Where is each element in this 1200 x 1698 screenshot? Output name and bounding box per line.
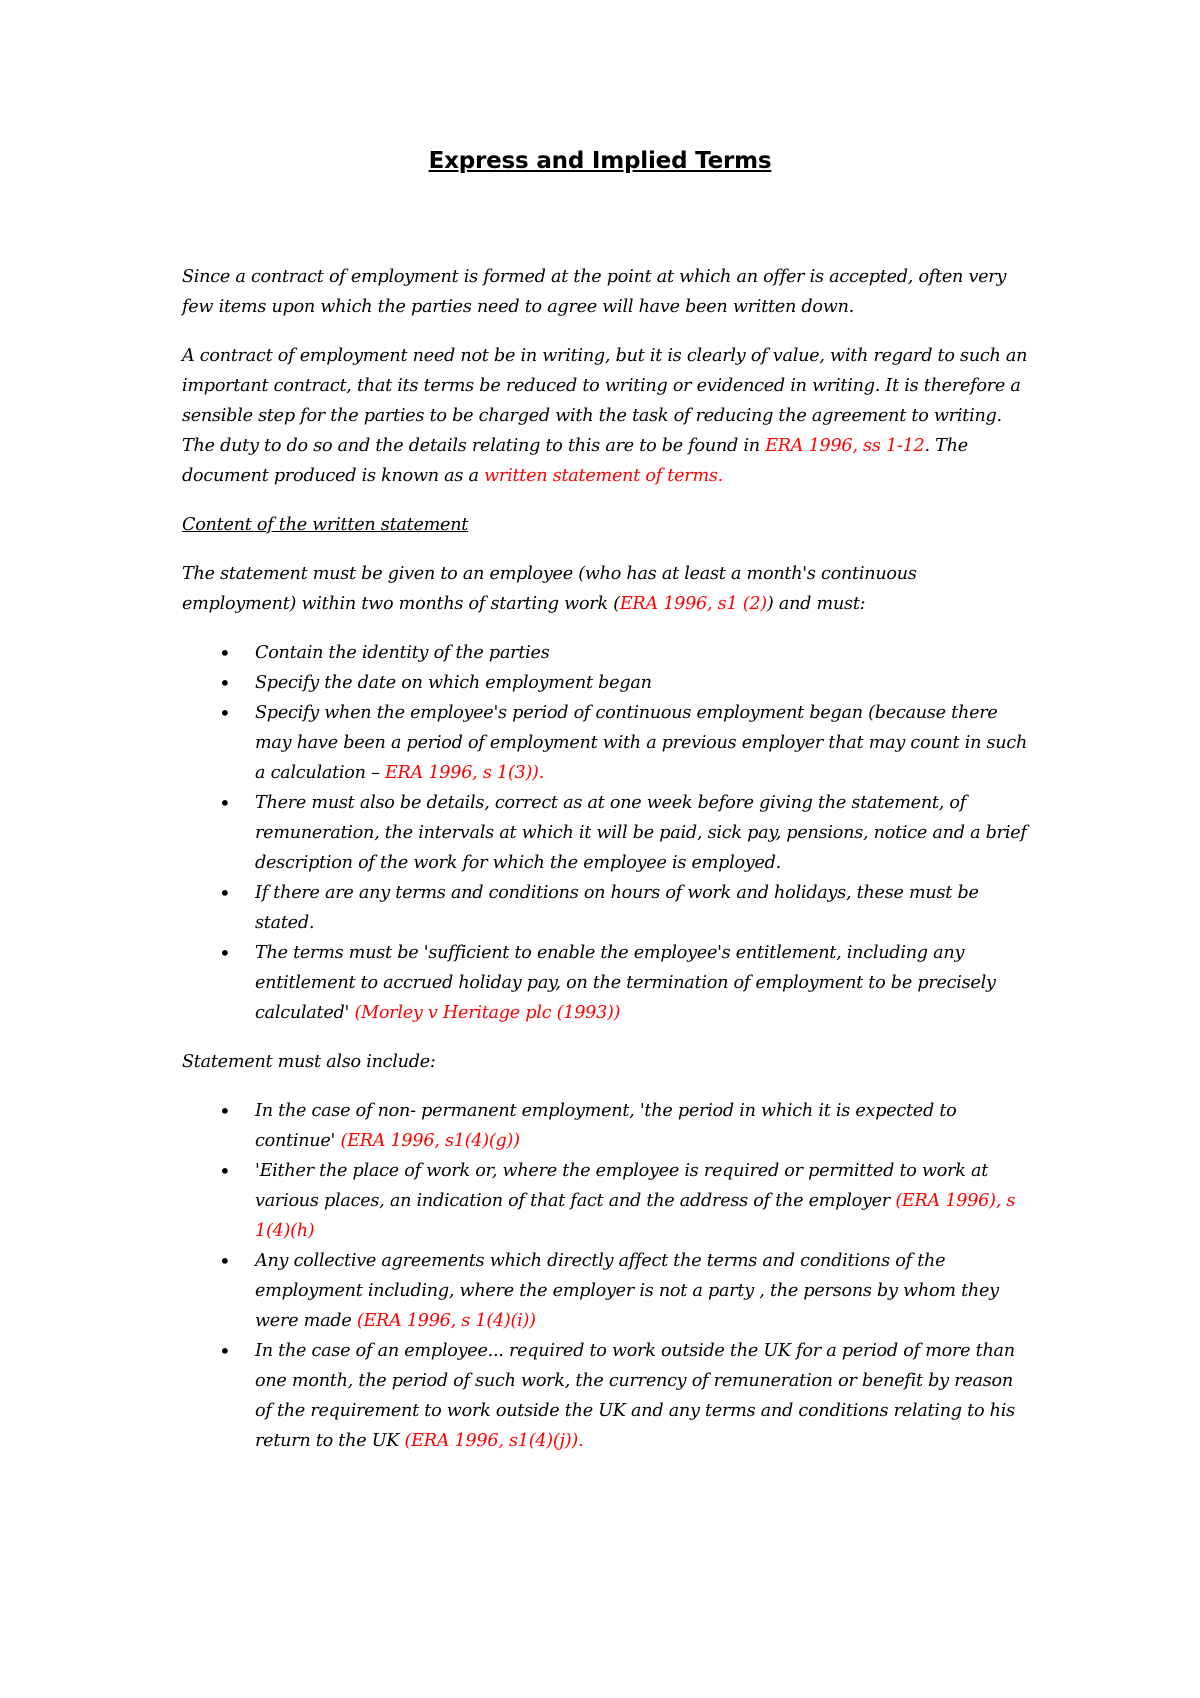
statute-reference: ERA 1996, s 1(3)). <box>384 763 545 783</box>
list-item <box>182 878 1032 938</box>
statute-reference: (ERA 1996, s 1(4)(i)) <box>356 1311 536 1331</box>
list-item-text: Specify the date on which employment began <box>255 673 652 693</box>
document-title: Express and Implied Terms <box>428 148 772 174</box>
list-item <box>182 698 1032 788</box>
statute-reference: (ERA 1996, s1(4)(j)). <box>404 1431 584 1451</box>
list-item-text: Specify when the employee's period of continuous employment began (because there may have been a period of employment with a previous employer that may count in such a calculation – <box>255 703 1028 783</box>
writing-paragraph <box>182 341 1032 491</box>
list-item <box>182 1156 1032 1246</box>
list-item <box>182 668 1032 698</box>
content-bullet-list <box>182 638 1032 1028</box>
include-bullet-list <box>182 1096 1032 1456</box>
also-include-heading: Statement must also include: <box>182 1052 436 1072</box>
list-item-text: There must also be details, correct as at one week before giving the statement, of remuneration, the intervals at which it will be paid, sick pay, pensions, notice and a brief description of the work for which the employee is employed. <box>255 793 1027 873</box>
list-item <box>182 638 1032 668</box>
list-item <box>182 788 1032 878</box>
content-heading: Content of the written statement <box>182 515 469 535</box>
statute-reference: (ERA 1996), s 1(4)(h) <box>255 1191 1016 1241</box>
statute-reference: ERA 1996, ss 1-12 <box>765 436 925 456</box>
list-item-text: 'Either the place of work or, where the employee is required or permitted to work at various places, an indication of that fact and the address of the employer <box>255 1161 989 1211</box>
document-body <box>182 262 1032 1475</box>
list-item-text: In the case of non- permanent employment, 'the period in which it is expected to continue' <box>255 1101 957 1151</box>
statute-reference: ERA 1996, s1 (2) <box>619 594 767 614</box>
list-item-text: Any collective agreements which directly affect the terms and conditions of the employment including, where the employer is not a party , the persons by whom they were made <box>255 1251 999 1331</box>
statement-paragraph-tail: ) and must: <box>766 594 866 614</box>
list-item-text: In the case of an employee... required to work outside the UK for a period of more than one month, the period of such work, the currency of remuneration or benefit by reason of the requirement to work outside the UK and any terms and conditions relating to his return to the UK <box>255 1341 1015 1451</box>
list-item <box>182 938 1032 1028</box>
case-reference: (Morley v Heritage plc (1993)) <box>354 1003 621 1023</box>
list-item <box>182 1336 1032 1456</box>
statement-paragraph <box>182 559 1032 619</box>
writing-paragraph-middle: . The document produced is known as a <box>182 436 968 486</box>
statement-paragraph-text: The statement must be given to an employee (who has at least a month's continuous employment) within two months of starting work ( <box>182 564 917 614</box>
list-item <box>182 1246 1032 1336</box>
list-item-text: If there are any terms and conditions on hours of work and holidays, these must be stated. <box>255 883 979 933</box>
intro-paragraph: Since a contract of employment is formed at the point at which an offer is accepted, often very few items upon which the parties need to agree will have been written down. <box>182 267 1007 317</box>
list-item-text: Contain the identity of the parties <box>255 643 550 663</box>
written-statement-term: written statement of terms. <box>484 466 724 486</box>
writing-paragraph-text: A contract of employment need not be in writing, but it is clearly of value, with regard to such an important contract, that its terms be reduced to writing or evidenced in writing. It is therefore a sensible step for the parties to be charged with the task of reducing the agreement to writing. The duty to do so and the details relating to this are to be found in <box>182 346 1028 456</box>
list-item-text: The terms must be 'sufficient to enable the employee's entitlement, including any entitlement to accrued holiday pay, on the termination of employment to be precisely calculated' <box>255 943 996 1023</box>
list-item <box>182 1096 1032 1156</box>
statute-reference: (ERA 1996, s1(4)(g)) <box>340 1131 520 1151</box>
